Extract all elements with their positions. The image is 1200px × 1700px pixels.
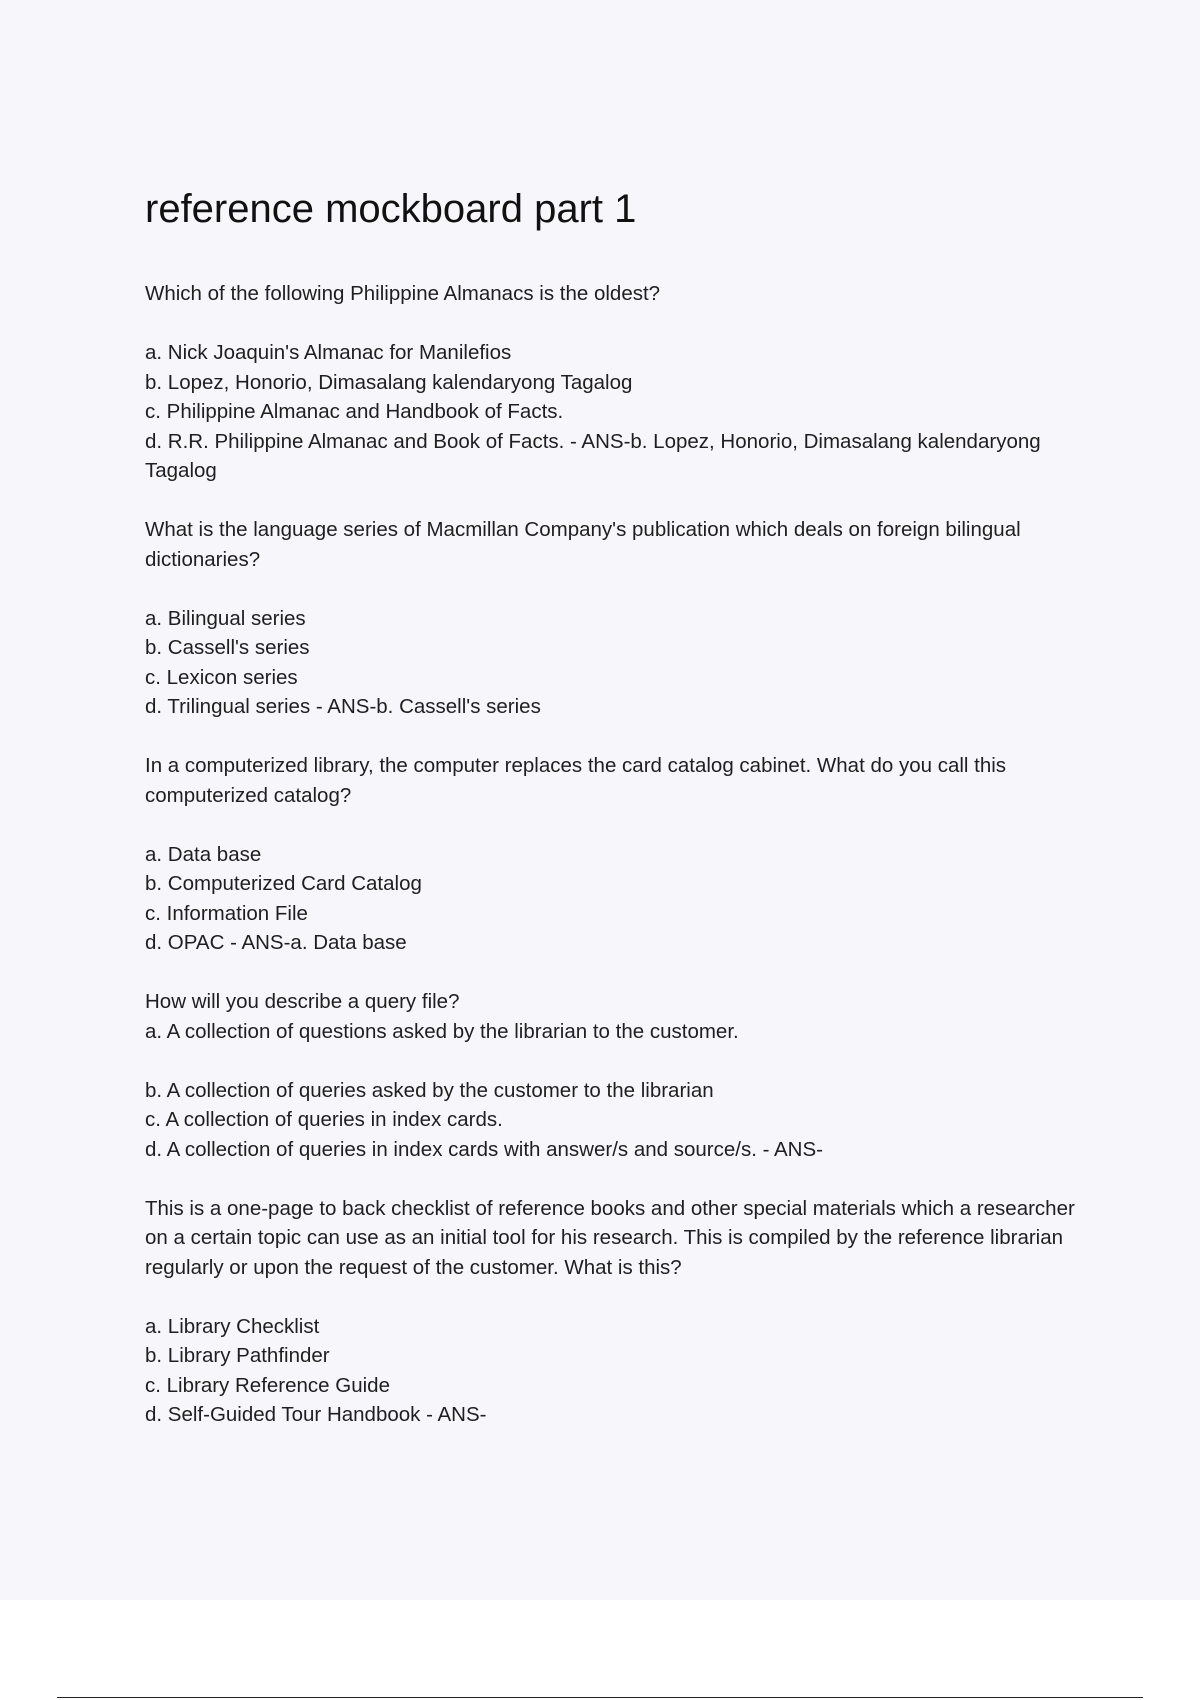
option-c: c. Library Reference Guide (145, 1373, 390, 1397)
option-b: b. A collection of queries asked by the customer to the librarian (145, 1078, 714, 1102)
option-c: c. A collection of queries in index cards. (145, 1108, 503, 1131)
option-c: c. Lexicon series (145, 665, 298, 689)
question-block-3 (145, 751, 1085, 958)
option-b: b. Cassell's series (145, 636, 310, 659)
option-d-with-answer: d. Trilingual series - ANS-b. Cassell's series (145, 695, 541, 718)
option-a: a. A collection of questions asked by the librarian to the customer. (145, 1019, 739, 1043)
question-block-4 (145, 987, 1085, 1164)
spacer (145, 1282, 1085, 1312)
spacer (145, 309, 1085, 339)
question-block-1 (145, 279, 1085, 486)
option-b: b. Library Pathfinder (145, 1344, 330, 1367)
spacer (145, 574, 1085, 604)
question-text: In a computerized library, the computer replaces the card catalog cabinet. What do you call this computerized catalog? (145, 754, 1007, 807)
option-b: b. Computerized Card Catalog (145, 872, 422, 895)
question-text: What is the language series of Macmillan Company's publication which deals on foreign bilingual dictionaries? (145, 518, 1021, 571)
option-b: b. Lopez, Honorio, Dimasalang kalendaryong Tagalog (145, 370, 633, 394)
option-a: a. Nick Joaquin's Almanac for Manilefios (145, 341, 512, 364)
option-a: a. Bilingual series (145, 606, 306, 630)
option-d-with-answer: d. OPAC - ANS-a. Data base (145, 931, 407, 954)
option-a: a. Data base (145, 842, 262, 866)
question-text: How will you describe a query file? (145, 990, 460, 1013)
option-d-with-answer: d. Self-Guided Tour Handbook - ANS- (145, 1403, 487, 1426)
question-block-5 (145, 1194, 1085, 1430)
spacer (145, 810, 1085, 840)
spacer (145, 1046, 1085, 1076)
page-title: reference mockboard part 1 (145, 187, 637, 231)
question-block-2 (145, 515, 1085, 722)
option-c: c. Philippine Almanac and Handbook of Facts. (145, 400, 564, 423)
option-a: a. Library Checklist (145, 1314, 320, 1338)
document-content (145, 183, 1085, 1459)
option-c: c. Information File (145, 901, 308, 925)
footer-divider (57, 1697, 1143, 1698)
question-text: Which of the following Philippine Almanacs is the oldest? (145, 282, 661, 305)
option-d-with-answer: d. A collection of queries in index cards with answer/s and source/s. - ANS- (145, 1137, 823, 1161)
question-text: This is a one-page to back checklist of reference books and other special materials which a researcher on a certain topic can use as an initial tool for his research. This is compiled by the reference librarian regularly or upon the request of the customer. What is this? (145, 1196, 1075, 1279)
option-d-with-answer: d. R.R. Philippine Almanac and Book of Facts. - ANS-b. Lopez, Honorio, Dimasalang kalendaryong Tagalog (145, 429, 1041, 482)
